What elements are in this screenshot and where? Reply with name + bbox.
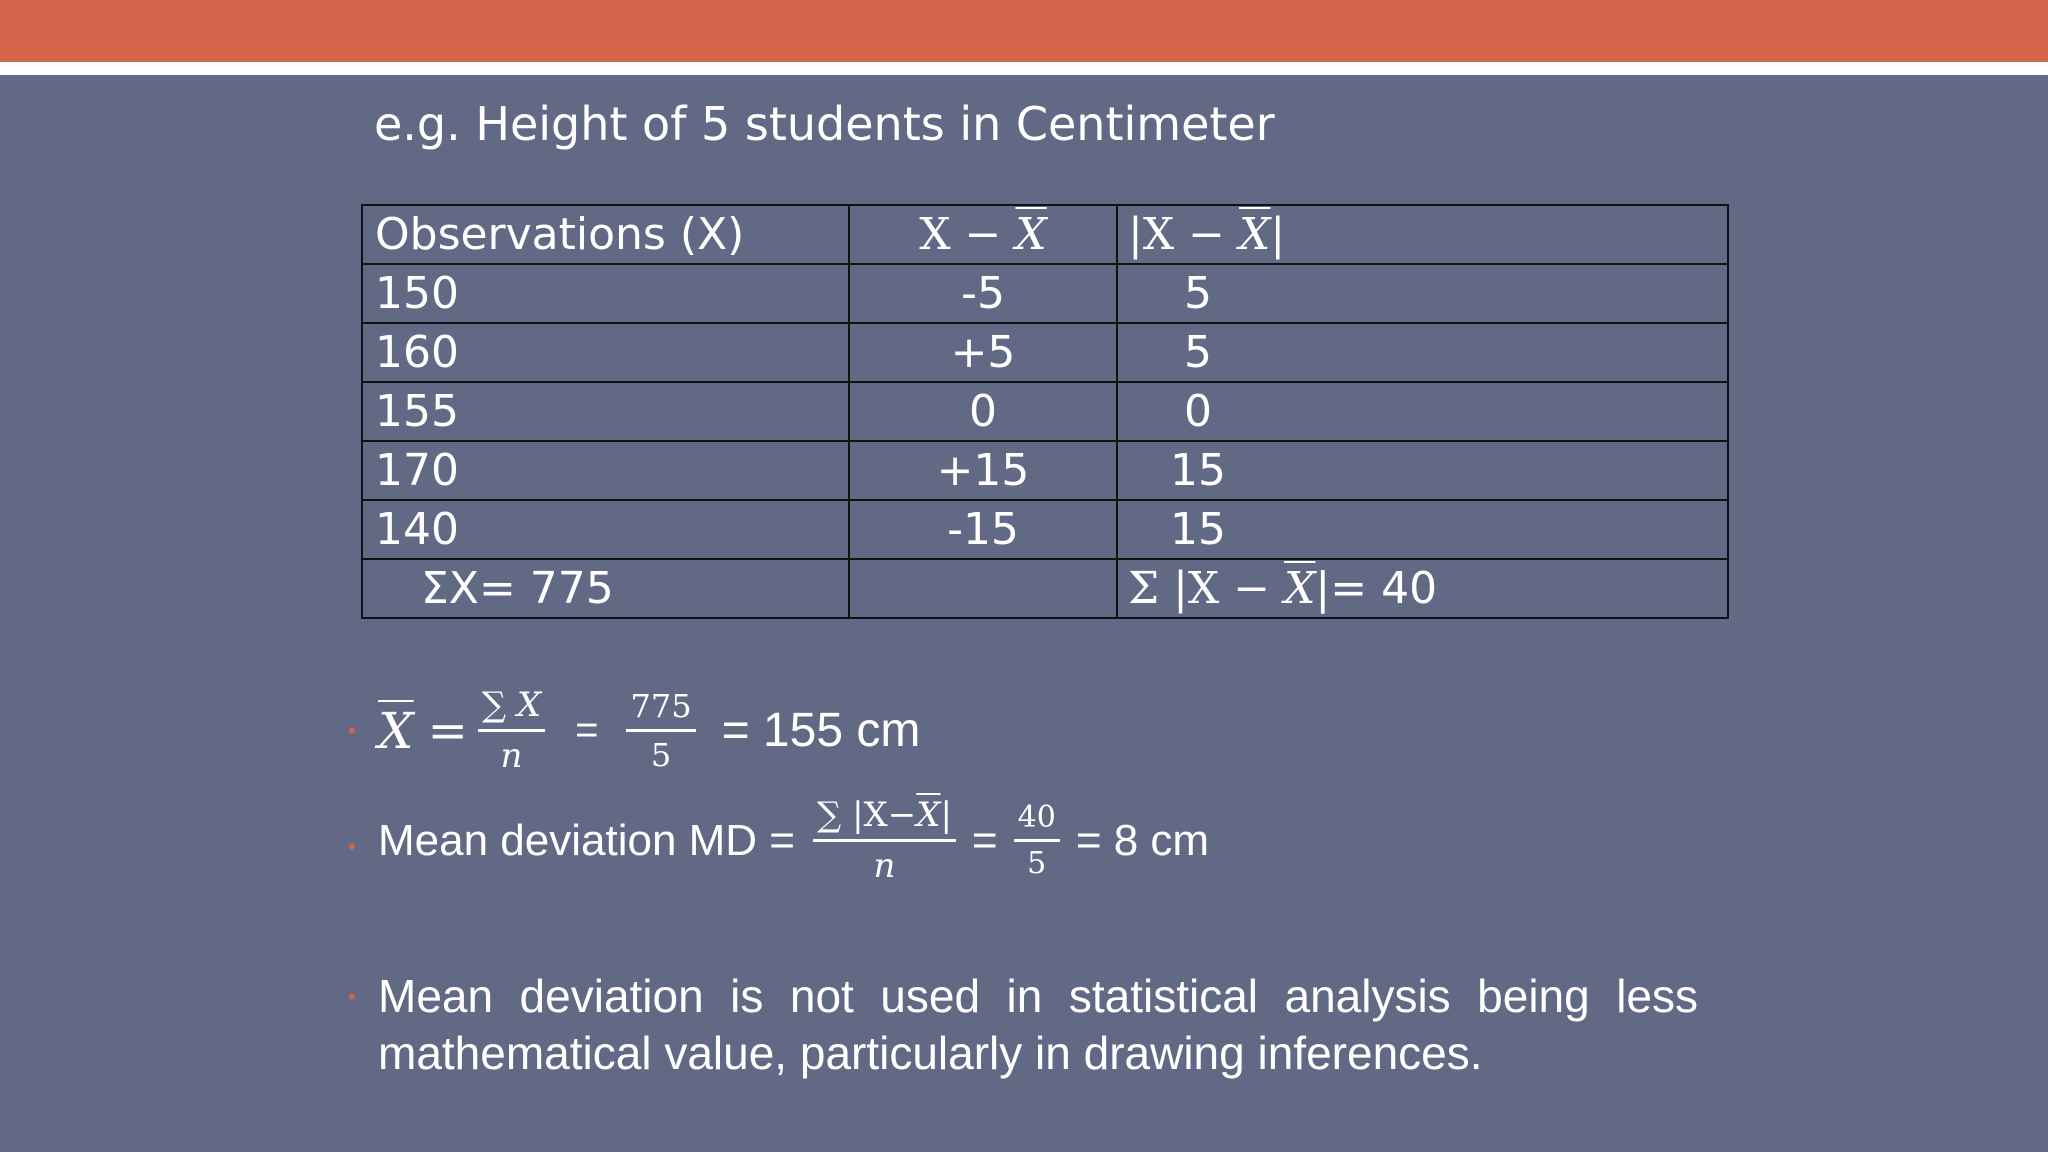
md-result: = 8 cm	[1075, 815, 1210, 865]
mean-deviation-formula	[378, 795, 1209, 886]
mean-equals-2: =	[575, 708, 599, 752]
cell-empty	[849, 559, 1117, 618]
cell-absolute-deviation: 15	[1117, 441, 1728, 500]
mean-result: = 155 cm	[721, 704, 921, 757]
table-row	[362, 323, 1728, 382]
header-observations: Observations (X)	[362, 205, 849, 264]
table-row	[362, 382, 1728, 441]
table-row	[362, 441, 1728, 500]
table-row	[362, 500, 1728, 559]
mean-formula	[378, 685, 920, 776]
mean-symbol: $\overline{X}$	[378, 701, 414, 760]
cell-deviation: 0	[849, 382, 1117, 441]
cell-observation: 140	[362, 500, 849, 559]
header-accent-bar	[0, 0, 2048, 62]
bullet-dot: •	[348, 718, 356, 743]
md-fraction-values: $\frac{40}{5}$	[1014, 800, 1060, 881]
md-fraction-sum: $\frac{\sum |X-\overline{X}|}{n}$	[813, 795, 956, 886]
md-equals: =	[971, 815, 998, 865]
cell-absolute-deviation: 15	[1117, 500, 1728, 559]
table-totals-row	[362, 559, 1728, 618]
cell-absolute-deviation: 5	[1117, 323, 1728, 382]
mean-equals: =	[427, 702, 468, 759]
md-label: Mean deviation MD =	[378, 815, 795, 865]
slide-title: e.g. Height of 5 students in Centimeter	[374, 97, 1275, 151]
bullet-dot: •	[348, 834, 356, 859]
mean-fraction-values: $\frac{775}{5}$	[626, 687, 695, 774]
header-absolute-deviation: $|X - \overline{X}|$	[1117, 205, 1728, 264]
cell-deviation: -15	[849, 500, 1117, 559]
cell-absolute-deviation: 0	[1117, 382, 1728, 441]
mean-fraction-sum: $\frac{\sum X}{n}$	[478, 685, 545, 776]
header-divider	[0, 62, 2048, 75]
cell-sum-x: ΣX= 775	[362, 559, 849, 618]
table-header-row	[362, 205, 1728, 264]
note-text: Mean deviation is not used in statistical analysis being less mathematical value, particularly in drawing inferences.	[378, 970, 1698, 1079]
cell-deviation: -5	[849, 264, 1117, 323]
bullet-dot: •	[348, 984, 356, 1009]
deviation-table	[361, 204, 1729, 619]
table-row	[362, 264, 1728, 323]
cell-observation: 170	[362, 441, 849, 500]
cell-absolute-deviation: 5	[1117, 264, 1728, 323]
cell-deviation: +15	[849, 441, 1117, 500]
cell-observation: 160	[362, 323, 849, 382]
cell-sum-absolute-deviation: Σ $|X - \overline{X}|= 40$	[1117, 559, 1728, 618]
cell-observation: 150	[362, 264, 849, 323]
cell-deviation: +5	[849, 323, 1117, 382]
header-deviation: $X - \overline{X}$	[849, 205, 1117, 264]
cell-observation: 155	[362, 382, 849, 441]
